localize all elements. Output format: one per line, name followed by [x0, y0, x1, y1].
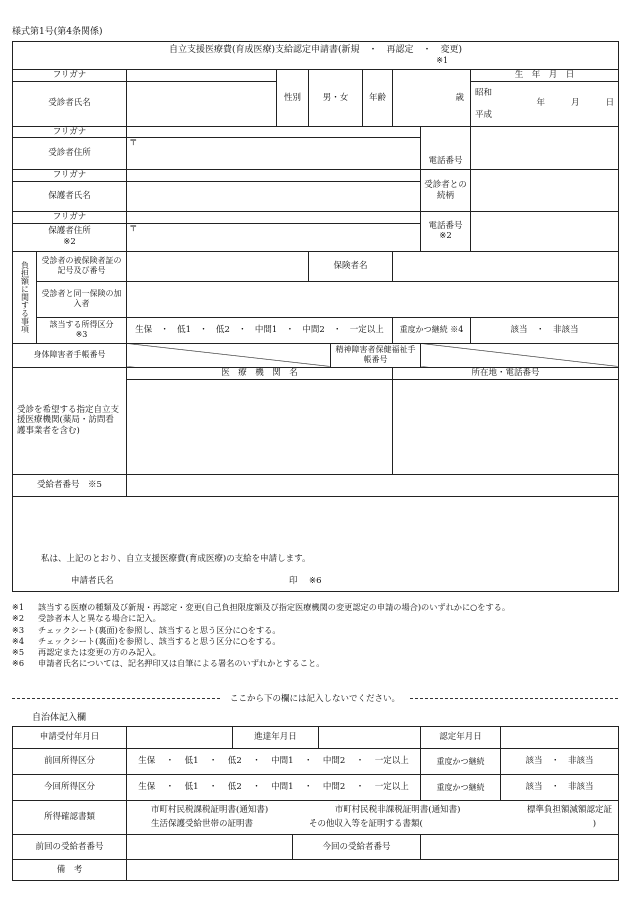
relationship-label: 受診者との続柄 [421, 170, 471, 212]
severe-options[interactable]: 該当 ・ 非該当 [471, 317, 619, 343]
prev-severe-options[interactable]: 該当 ・ 非該当 [501, 749, 619, 775]
note-item [12, 647, 622, 658]
insurance-card-label: 受診者の被保険者証の記号及び番号 [37, 251, 127, 281]
cut-line-text: ここから下の欄には記入しないでください。 [230, 694, 401, 704]
income-opt-sep: ・ [199, 324, 208, 335]
curr-opt-mid1[interactable]: 中間1 [271, 782, 294, 793]
note-key: ※3 [12, 624, 25, 635]
note-item [12, 636, 622, 647]
prev-severe-label: 重度かつ継続 [421, 749, 501, 775]
note-item [12, 602, 622, 613]
patient-furigana-field[interactable] [127, 70, 277, 82]
title-text: 自立支援医療費(育成医療)支給認定申請書(新規 ・ 再認定 ・ 変更) [169, 44, 463, 55]
docs-label: 所得確認書類 [13, 801, 127, 835]
opt-sep: ・ [208, 782, 218, 793]
city-section-title: 自治体記入欄 [32, 713, 87, 723]
note-key: ※1 [12, 602, 25, 612]
curr-severe-options[interactable]: 該当 ・ 非該当 [501, 775, 619, 801]
patient-name-label: 受診者氏名 [13, 81, 127, 126]
doc-other-income[interactable]: その他収入等を証明する書類( [309, 819, 423, 829]
patient-address-label: 受診者住所 [13, 138, 127, 170]
prev-opt-mid2[interactable]: 中間2 [322, 756, 346, 767]
income-class-options[interactable] [127, 317, 393, 343]
application-table [12, 41, 619, 592]
received-date-field[interactable] [127, 727, 233, 749]
patient-postal-mark: 〒 [129, 138, 138, 149]
patient-address-furigana-field[interactable] [127, 126, 421, 138]
declaration-text: 私は、上記のとおり、自立支援医療費(育成医療)の支給を申請します。 [41, 553, 311, 564]
guardian-name-label: 保護者氏名 [13, 181, 127, 211]
age-unit: 歳 [455, 92, 464, 103]
income-opt-sep: ・ [332, 324, 342, 335]
remarks-label: 備 考 [13, 860, 127, 881]
declaration-box [13, 496, 619, 591]
era-showa[interactable]: 昭和 [475, 87, 493, 98]
applicant-name-label: 申請者氏名 [71, 575, 114, 586]
curr-income-label: 今回所得区分 [13, 775, 127, 801]
guardian-phone-field[interactable] [471, 211, 619, 251]
guardian-phone-text: 電話番号 [428, 220, 463, 231]
note-key: ※2 [12, 613, 25, 624]
prev-income-label: 前回所得区分 [13, 749, 127, 775]
applicant-note: ※6 [309, 575, 322, 586]
opt-sep: ・ [165, 756, 175, 767]
curr-recipient-field[interactable] [421, 835, 619, 860]
income-opt-mid1[interactable]: 中間1 [254, 324, 278, 335]
form-title [13, 42, 619, 70]
prev-recipient-label: 前回の受給者番号 [13, 835, 127, 860]
prev-opt-welfare[interactable]: 生保 [138, 756, 156, 767]
prev-opt-low2[interactable]: 低2 [227, 756, 242, 767]
income-opt-sep: ・ [160, 324, 169, 335]
prev-opt-low1[interactable]: 低1 [184, 756, 199, 767]
opt-sep: ・ [165, 782, 175, 793]
income-opt-low1[interactable]: 低1 [177, 324, 192, 335]
guardian-phone-label [421, 211, 471, 251]
docs-options[interactable] [127, 801, 619, 835]
curr-opt-low2[interactable]: 低2 [227, 782, 242, 793]
severe-label [393, 317, 471, 343]
insurance-card-field[interactable] [127, 251, 309, 281]
cut-line [12, 692, 618, 704]
guardian-furigana-label: フリガナ [13, 170, 127, 182]
institution-name-header: 医 療 機 関 名 [127, 367, 393, 379]
curr-opt-mid2[interactable]: 中間2 [322, 782, 346, 793]
recipient-number-text: 受給者番号 [37, 479, 80, 490]
opt-sep: ・ [252, 782, 261, 793]
age-field[interactable] [393, 70, 471, 127]
recipient-number-label [13, 474, 127, 496]
prev-opt-mid1[interactable]: 中間1 [271, 756, 294, 767]
patient-name-field[interactable] [127, 81, 277, 126]
notes-list [12, 602, 622, 670]
sent-date-label: 進達年月日 [233, 727, 319, 749]
disability-book-label: 身体障害者手帳番号 [13, 343, 127, 367]
income-opt-sep: ・ [285, 324, 295, 335]
curr-opt-high[interactable]: 一定以上 [374, 782, 409, 793]
patient-address-furigana-label: フリガナ [13, 126, 127, 138]
sent-date-field[interactable] [319, 727, 421, 749]
doc-reduction-certificate[interactable]: 標準負担額減額認定証 [527, 805, 613, 816]
era-heisei[interactable]: 平成 [475, 109, 493, 120]
opt-sep: ・ [303, 782, 313, 793]
income-class-text: 該当する所得区分 [49, 320, 114, 329]
note-item [12, 625, 622, 636]
relationship-field[interactable] [471, 170, 619, 212]
doc-nontax-certificate[interactable]: 市町村民税非課税証明書(通知書) [334, 805, 461, 816]
note-text: 受診者本人と異なる場合に記入。 [38, 613, 161, 624]
title-note: ※1 [436, 56, 449, 66]
birth-year-unit: 年 [536, 98, 546, 109]
recipient-number-field[interactable] [127, 474, 619, 496]
form-number: 様式第1号(第4条関係) [12, 27, 103, 37]
gender-options[interactable]: 男・女 [309, 70, 363, 127]
severe-text: 重度かつ継続 [399, 325, 448, 334]
birth-month-unit: 月 [571, 98, 580, 109]
opt-sep: ・ [208, 756, 218, 767]
note-text: 該当する医療の種類及び新規・再認定・変更(自己負担限度額及び指定医療機関の変更認定の申請の場合)のいずれかに○をする。 [38, 602, 511, 612]
income-opt-welfare[interactable]: 生保 [135, 324, 153, 335]
approved-date-label: 認定年月日 [421, 727, 501, 749]
severe-note: ※4 [450, 325, 464, 334]
guardian-furigana-field[interactable] [127, 170, 421, 182]
income-opt-mid2[interactable]: 中間2 [302, 324, 325, 335]
prev-recipient-field[interactable] [127, 835, 293, 860]
guardian-address-label [13, 223, 127, 251]
prev-opt-high[interactable]: 一定以上 [374, 756, 409, 767]
guardian-phone-note: ※2 [439, 231, 452, 242]
birth-day-unit: 日 [605, 98, 615, 109]
city-section-table [12, 726, 619, 881]
note-key: ※5 [12, 647, 25, 658]
guardian-address-text: 保護者住所 [48, 226, 91, 237]
guardian-address-furigana-field[interactable] [127, 211, 421, 223]
note-key: ※6 [12, 658, 25, 669]
remarks-field[interactable] [127, 860, 619, 881]
disability-book-field[interactable] [127, 343, 331, 367]
birthdate-field[interactable] [471, 81, 619, 126]
institution-address-header: 所在地・電話番号 [393, 367, 619, 379]
curr-opt-low1[interactable]: 低1 [184, 782, 199, 793]
doc-welfare-certificate[interactable]: 生活保護受給世帯の証明書 [151, 819, 254, 829]
income-opt-high[interactable]: 一定以上 [349, 324, 384, 335]
note-text: チェックシート(裏面)を参照し、該当すると思う区分に○をする。 [38, 635, 281, 646]
gender-label: 性別 [277, 70, 309, 127]
recipient-number-note: ※5 [88, 479, 102, 490]
burden-section-label: 負担額に関する事項 [13, 251, 37, 343]
opt-sep: ・ [303, 756, 313, 767]
patient-furigana-label: フリガナ [13, 70, 127, 82]
same-insurance-field[interactable] [127, 281, 619, 317]
income-opt-low2[interactable]: 低2 [216, 324, 230, 335]
insurer-name-label: 保険者名 [309, 251, 393, 281]
guardian-postal-mark: 〒 [129, 223, 138, 234]
institution-address-field[interactable] [393, 379, 619, 474]
approved-date-field[interactable] [501, 727, 619, 749]
curr-severe-label: 重度かつ継続 [421, 775, 501, 801]
guardian-address-furigana-label: フリガナ [13, 211, 127, 223]
insurer-name-field[interactable] [393, 251, 619, 281]
same-insurance-label: 受診者と同一保険の加入者 [37, 281, 127, 317]
guardian-name-field[interactable] [127, 181, 421, 211]
note-item [12, 658, 622, 669]
patient-address-field[interactable] [127, 138, 421, 170]
note-text: 申請者氏名については、記名押印又は自筆による署名のいずれかとすること。 [38, 658, 325, 669]
opt-sep: ・ [355, 782, 365, 793]
mental-book-label: 精神障害者保健福祉手帳番号 [331, 343, 421, 367]
income-class-label [37, 317, 127, 343]
guardian-address-note: ※2 [63, 237, 76, 247]
patient-phone-field[interactable] [471, 126, 619, 170]
guardian-address-field[interactable] [127, 223, 421, 251]
opt-sep: ・ [252, 756, 261, 767]
note-text: 再認定または変更の方のみ記入。 [38, 647, 161, 658]
note-text: チェックシート(裏面)を参照し、該当すると思う区分に○をする。 [38, 624, 281, 635]
prev-income-options[interactable] [127, 749, 421, 775]
opt-sep: ・ [355, 756, 365, 767]
income-opt-sep: ・ [238, 324, 247, 335]
doc-other-close: ) [592, 819, 597, 829]
institution-label: 受診を希望する指定自立支援医療機関(薬局・訪問看護事業者を含む) [13, 367, 127, 474]
curr-recipient-label: 今回の受給者番号 [293, 835, 421, 860]
received-date-label: 申請受付年月日 [13, 727, 127, 749]
birthdate-label: 生 年 月 日 [471, 70, 619, 82]
doc-tax-certificate[interactable]: 市町村民税課税証明書(通知書) [151, 805, 269, 816]
note-key: ※4 [12, 635, 25, 646]
patient-phone-label: 電話番号 [421, 126, 471, 170]
note-item [12, 613, 622, 624]
mental-book-field[interactable] [421, 343, 619, 367]
income-class-note: ※3 [75, 330, 88, 339]
age-label: 年齢 [363, 70, 393, 127]
institution-name-field[interactable] [127, 379, 393, 474]
curr-income-options[interactable] [127, 775, 421, 801]
curr-opt-welfare[interactable]: 生保 [138, 782, 156, 793]
seal-mark: 印 [289, 575, 298, 586]
